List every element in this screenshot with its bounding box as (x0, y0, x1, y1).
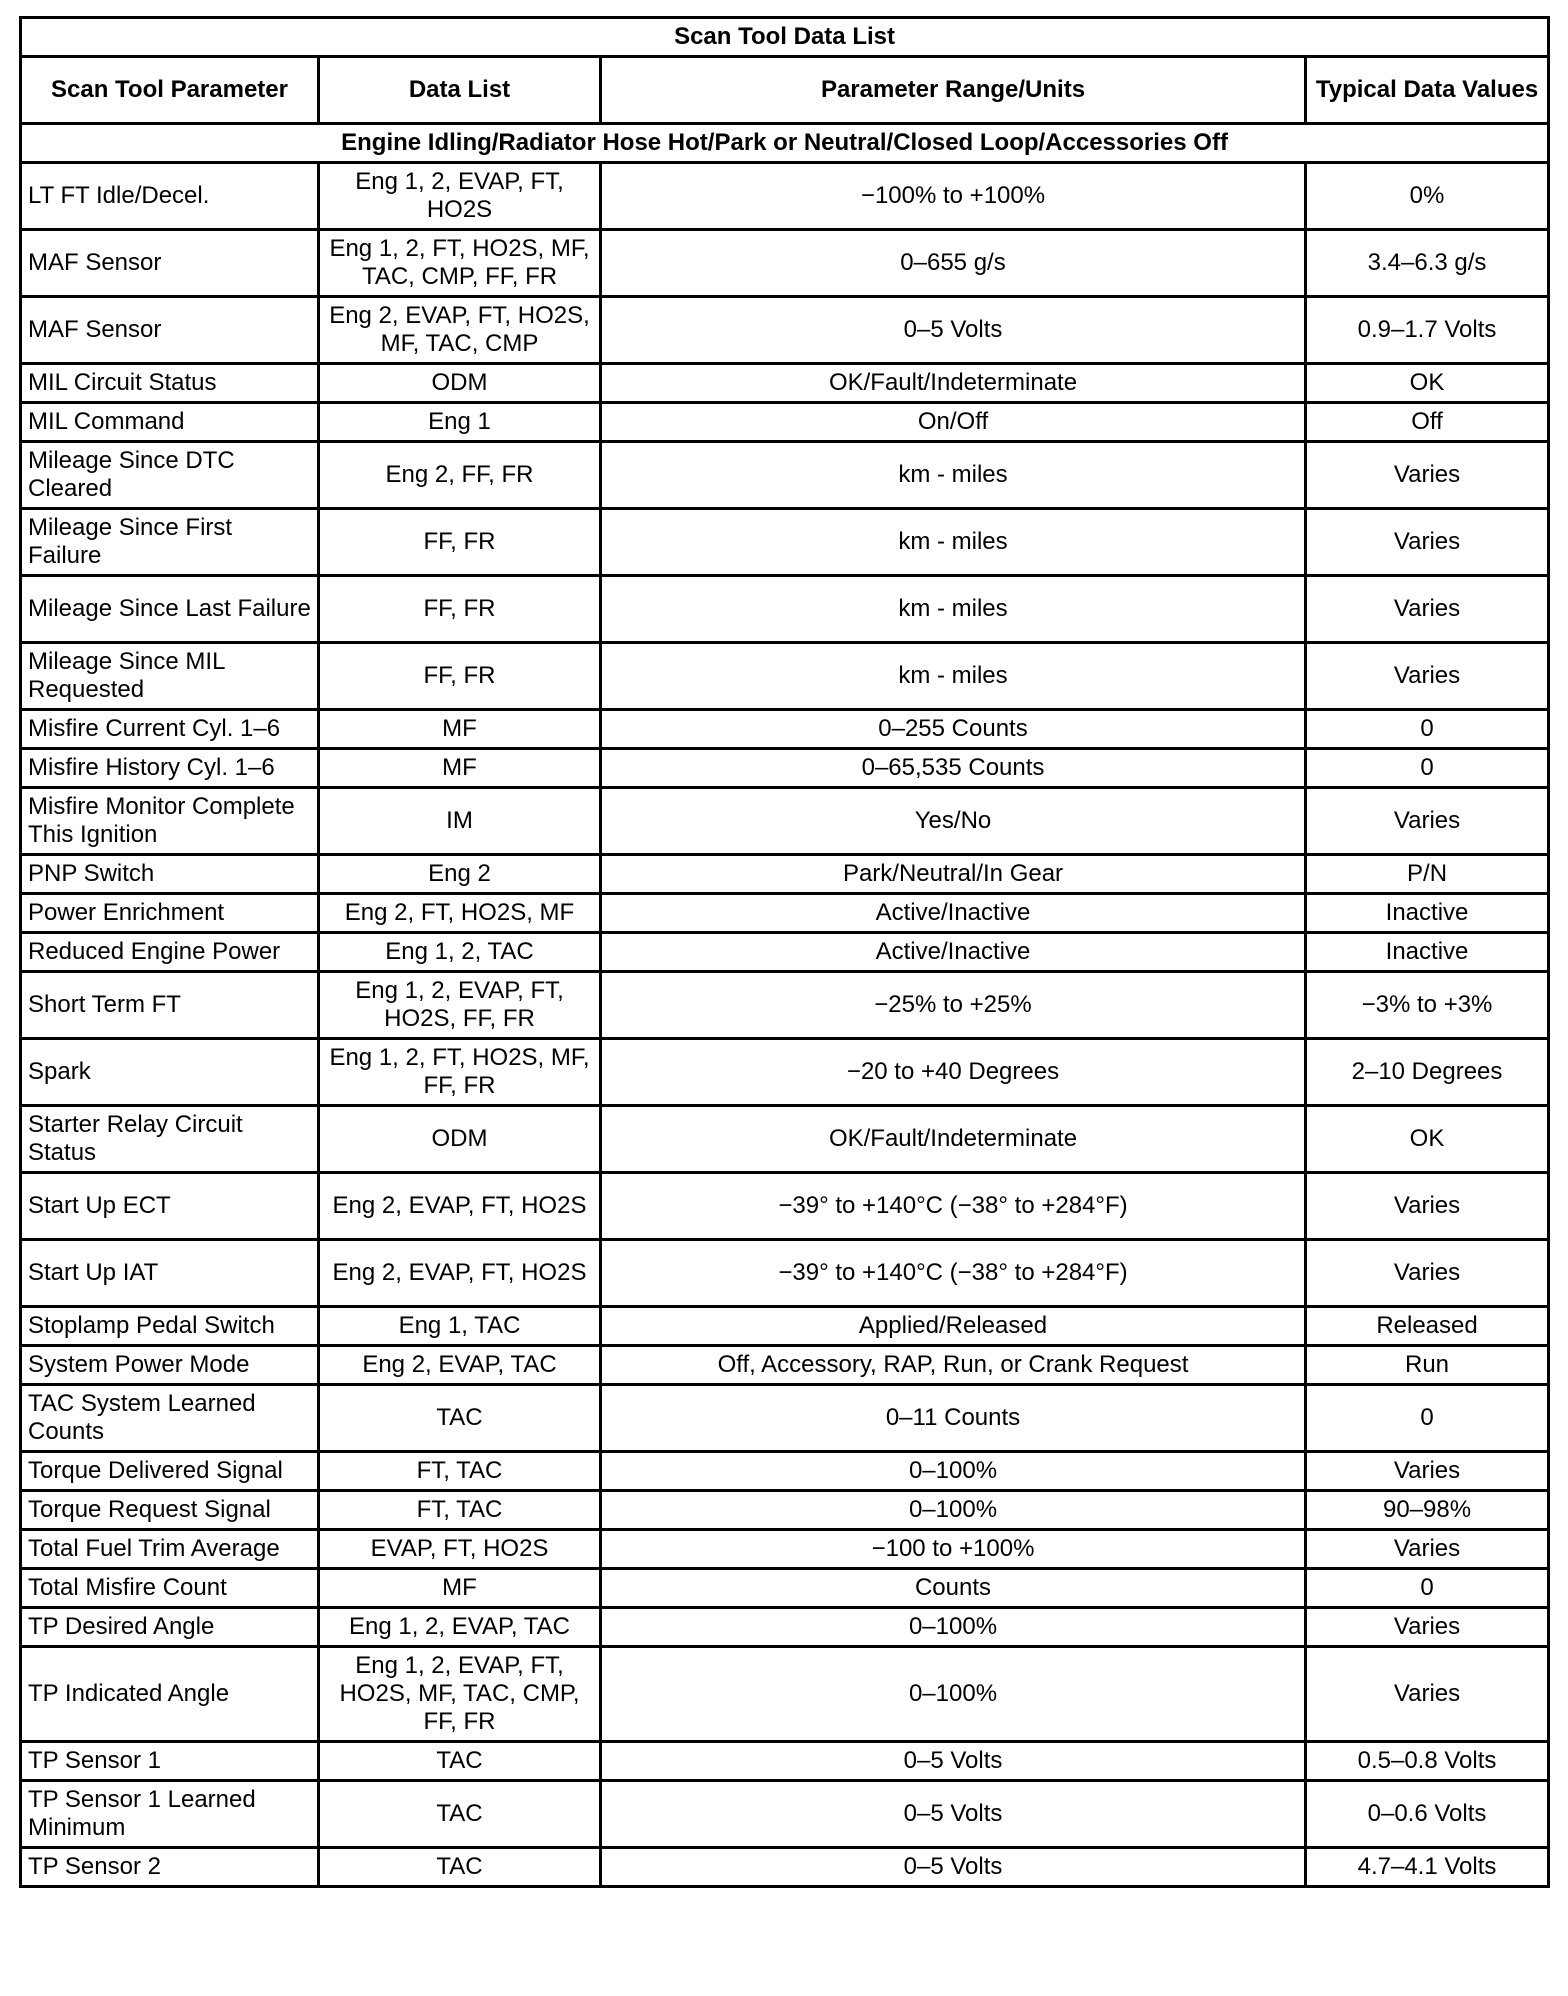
typical-value-cell: OK (1306, 1106, 1549, 1173)
data-list-cell: Eng 2, FT, HO2S, MF (319, 894, 601, 933)
data-list-cell: ODM (319, 1106, 601, 1173)
table-row (21, 972, 1549, 1039)
table-row (21, 855, 1549, 894)
parameter-cell: Stoplamp Pedal Switch (21, 1307, 319, 1346)
table-row (21, 788, 1549, 855)
data-list-cell: Eng 1, 2, EVAP, TAC (319, 1608, 601, 1647)
parameter-cell: System Power Mode (21, 1346, 319, 1385)
range-cell: 0–11 Counts (601, 1385, 1306, 1452)
table-row (21, 1781, 1549, 1848)
range-cell: 0–65,535 Counts (601, 749, 1306, 788)
typical-value-cell: Varies (1306, 442, 1549, 509)
table-row (21, 509, 1549, 576)
range-cell: 0–255 Counts (601, 710, 1306, 749)
range-cell: km - miles (601, 643, 1306, 710)
range-cell: 0–100% (601, 1491, 1306, 1530)
parameter-cell: TP Sensor 1 (21, 1742, 319, 1781)
range-cell: OK/Fault/Indeterminate (601, 1106, 1306, 1173)
typical-value-cell: Run (1306, 1346, 1549, 1385)
typical-value-cell: 0–0.6 Volts (1306, 1781, 1549, 1848)
parameter-cell: LT FT Idle/Decel. (21, 163, 319, 230)
table-row (21, 1452, 1549, 1491)
table-row (21, 1240, 1549, 1307)
parameter-cell: Mileage Since MIL Requested (21, 643, 319, 710)
header-parameter-range-units: Parameter Range/Units (601, 57, 1306, 124)
typical-value-cell: Varies (1306, 1608, 1549, 1647)
typical-value-cell: Varies (1306, 643, 1549, 710)
parameter-cell: Misfire History Cyl. 1–6 (21, 749, 319, 788)
data-list-cell: Eng 1, TAC (319, 1307, 601, 1346)
parameter-cell: Total Fuel Trim Average (21, 1530, 319, 1569)
parameter-cell: Torque Delivered Signal (21, 1452, 319, 1491)
table-row (21, 1608, 1549, 1647)
data-list-cell: Eng 1 (319, 403, 601, 442)
data-list-cell: MF (319, 749, 601, 788)
table-row (21, 710, 1549, 749)
parameter-cell: Reduced Engine Power (21, 933, 319, 972)
parameter-cell: Mileage Since First Failure (21, 509, 319, 576)
typical-value-cell: Varies (1306, 1240, 1549, 1307)
typical-value-cell: P/N (1306, 855, 1549, 894)
table-row (21, 442, 1549, 509)
parameter-cell: MIL Circuit Status (21, 364, 319, 403)
parameter-cell: MIL Command (21, 403, 319, 442)
range-cell: 0–5 Volts (601, 297, 1306, 364)
range-cell: Yes/No (601, 788, 1306, 855)
range-cell: km - miles (601, 576, 1306, 643)
table-row (21, 643, 1549, 710)
parameter-cell: Short Term FT (21, 972, 319, 1039)
header-data-list: Data List (319, 57, 601, 124)
table-row (21, 364, 1549, 403)
range-cell: 0–5 Volts (601, 1781, 1306, 1848)
data-list-cell: MF (319, 710, 601, 749)
parameter-cell: Start Up IAT (21, 1240, 319, 1307)
table-row (21, 1848, 1549, 1887)
data-list-cell: Eng 2, EVAP, FT, HO2S (319, 1173, 601, 1240)
typical-value-cell: 0 (1306, 749, 1549, 788)
data-list-cell: Eng 1, 2, FT, HO2S, MF, TAC, CMP, FF, FR (319, 230, 601, 297)
parameter-cell: PNP Switch (21, 855, 319, 894)
header-scan-tool-parameter: Scan Tool Parameter (21, 57, 319, 124)
table-row (21, 1491, 1549, 1530)
range-cell: Active/Inactive (601, 933, 1306, 972)
typical-value-cell: Inactive (1306, 894, 1549, 933)
table-row (21, 1039, 1549, 1106)
table-row (21, 230, 1549, 297)
range-cell: 0–655 g/s (601, 230, 1306, 297)
operating-condition: Engine Idling/Radiator Hose Hot/Park or Neutral/Closed Loop/Accessories Off (21, 124, 1549, 163)
table-row (21, 1173, 1549, 1240)
table-row (21, 1569, 1549, 1608)
typical-value-cell: 90–98% (1306, 1491, 1549, 1530)
data-list-cell: TAC (319, 1742, 601, 1781)
range-cell: −39° to +140°C (−38° to +284°F) (601, 1173, 1306, 1240)
parameter-cell: MAF Sensor (21, 297, 319, 364)
scan-tool-data-table (19, 16, 1550, 1888)
range-cell: −39° to +140°C (−38° to +284°F) (601, 1240, 1306, 1307)
parameter-cell: Mileage Since DTC Cleared (21, 442, 319, 509)
table-row (21, 1307, 1549, 1346)
table-row (21, 1346, 1549, 1385)
typical-value-cell: Varies (1306, 576, 1549, 643)
table-row (21, 749, 1549, 788)
range-cell: −20 to +40 Degrees (601, 1039, 1306, 1106)
table-row (21, 576, 1549, 643)
data-list-cell: Eng 1, 2, TAC (319, 933, 601, 972)
typical-value-cell: 0.9–1.7 Volts (1306, 297, 1549, 364)
data-list-cell: Eng 1, 2, EVAP, FT, HO2S, MF, TAC, CMP, FF, FR (319, 1647, 601, 1742)
typical-value-cell: Varies (1306, 788, 1549, 855)
parameter-cell: Start Up ECT (21, 1173, 319, 1240)
data-list-cell: TAC (319, 1848, 601, 1887)
typical-value-cell: 3.4–6.3 g/s (1306, 230, 1549, 297)
data-list-cell: Eng 2, EVAP, FT, HO2S, MF, TAC, CMP (319, 297, 601, 364)
data-list-cell: FF, FR (319, 576, 601, 643)
header-typical-data-values: Typical Data Values (1306, 57, 1549, 124)
parameter-cell: Mileage Since Last Failure (21, 576, 319, 643)
range-cell: Counts (601, 1569, 1306, 1608)
data-list-cell: FT, TAC (319, 1491, 601, 1530)
typical-value-cell: Inactive (1306, 933, 1549, 972)
typical-value-cell: 2–10 Degrees (1306, 1039, 1549, 1106)
parameter-cell: MAF Sensor (21, 230, 319, 297)
typical-value-cell: Varies (1306, 1173, 1549, 1240)
data-list-cell: FF, FR (319, 509, 601, 576)
typical-value-cell: 0 (1306, 1385, 1549, 1452)
table-row (21, 1530, 1549, 1569)
data-list-cell: ODM (319, 364, 601, 403)
parameter-cell: Spark (21, 1039, 319, 1106)
parameter-cell: Power Enrichment (21, 894, 319, 933)
table-title: Scan Tool Data List (21, 18, 1549, 57)
data-list-cell: Eng 2, EVAP, TAC (319, 1346, 601, 1385)
data-list-cell: EVAP, FT, HO2S (319, 1530, 601, 1569)
table-row (21, 1647, 1549, 1742)
typical-value-cell: Varies (1306, 1452, 1549, 1491)
parameter-cell: Misfire Current Cyl. 1–6 (21, 710, 319, 749)
data-list-cell: Eng 2 (319, 855, 601, 894)
range-cell: On/Off (601, 403, 1306, 442)
typical-value-cell: 0 (1306, 1569, 1549, 1608)
data-list-cell: TAC (319, 1781, 601, 1848)
typical-value-cell: −3% to +3% (1306, 972, 1549, 1039)
typical-value-cell: 0% (1306, 163, 1549, 230)
range-cell: 0–5 Volts (601, 1742, 1306, 1781)
range-cell: OK/Fault/Indeterminate (601, 364, 1306, 403)
table-body (21, 163, 1549, 1887)
table-row (21, 1385, 1549, 1452)
range-cell: −25% to +25% (601, 972, 1306, 1039)
typical-value-cell: 4.7–4.1 Volts (1306, 1848, 1549, 1887)
range-cell: km - miles (601, 509, 1306, 576)
table-row (21, 1742, 1549, 1781)
parameter-cell: TP Desired Angle (21, 1608, 319, 1647)
parameter-cell: Total Misfire Count (21, 1569, 319, 1608)
data-list-cell: Eng 1, 2, EVAP, FT, HO2S (319, 163, 601, 230)
typical-value-cell: Varies (1306, 1647, 1549, 1742)
range-cell: 0–100% (601, 1647, 1306, 1742)
typical-value-cell: Released (1306, 1307, 1549, 1346)
range-cell: 0–100% (601, 1608, 1306, 1647)
typical-value-cell: OK (1306, 364, 1549, 403)
parameter-cell: Starter Relay Circuit Status (21, 1106, 319, 1173)
table-row (21, 403, 1549, 442)
range-cell: Applied/Released (601, 1307, 1306, 1346)
data-list-cell: FT, TAC (319, 1452, 601, 1491)
data-list-cell: Eng 2, FF, FR (319, 442, 601, 509)
table-row (21, 894, 1549, 933)
table-row (21, 163, 1549, 230)
data-list-cell: Eng 2, EVAP, FT, HO2S (319, 1240, 601, 1307)
typical-value-cell: 0 (1306, 710, 1549, 749)
range-cell: 0–5 Volts (601, 1848, 1306, 1887)
range-cell: Park/Neutral/In Gear (601, 855, 1306, 894)
data-list-cell: Eng 1, 2, EVAP, FT, HO2S, FF, FR (319, 972, 601, 1039)
typical-value-cell: 0.5–0.8 Volts (1306, 1742, 1549, 1781)
data-list-cell: IM (319, 788, 601, 855)
data-list-cell: MF (319, 1569, 601, 1608)
typical-value-cell: Varies (1306, 509, 1549, 576)
typical-value-cell: Off (1306, 403, 1549, 442)
parameter-cell: Torque Request Signal (21, 1491, 319, 1530)
range-cell: −100% to +100% (601, 163, 1306, 230)
parameter-cell: TAC System Learned Counts (21, 1385, 319, 1452)
table-row (21, 297, 1549, 364)
parameter-cell: TP Indicated Angle (21, 1647, 319, 1742)
range-cell: −100 to +100% (601, 1530, 1306, 1569)
data-list-cell: TAC (319, 1385, 601, 1452)
range-cell: Active/Inactive (601, 894, 1306, 933)
data-list-cell: FF, FR (319, 643, 601, 710)
table-row (21, 1106, 1549, 1173)
parameter-cell: Misfire Monitor Complete This Ignition (21, 788, 319, 855)
range-cell: Off, Accessory, RAP, Run, or Crank Request (601, 1346, 1306, 1385)
parameter-cell: TP Sensor 2 (21, 1848, 319, 1887)
range-cell: km - miles (601, 442, 1306, 509)
typical-value-cell: Varies (1306, 1530, 1549, 1569)
range-cell: 0–100% (601, 1452, 1306, 1491)
table-row (21, 933, 1549, 972)
parameter-cell: TP Sensor 1 Learned Minimum (21, 1781, 319, 1848)
data-list-cell: Eng 1, 2, FT, HO2S, MF, FF, FR (319, 1039, 601, 1106)
